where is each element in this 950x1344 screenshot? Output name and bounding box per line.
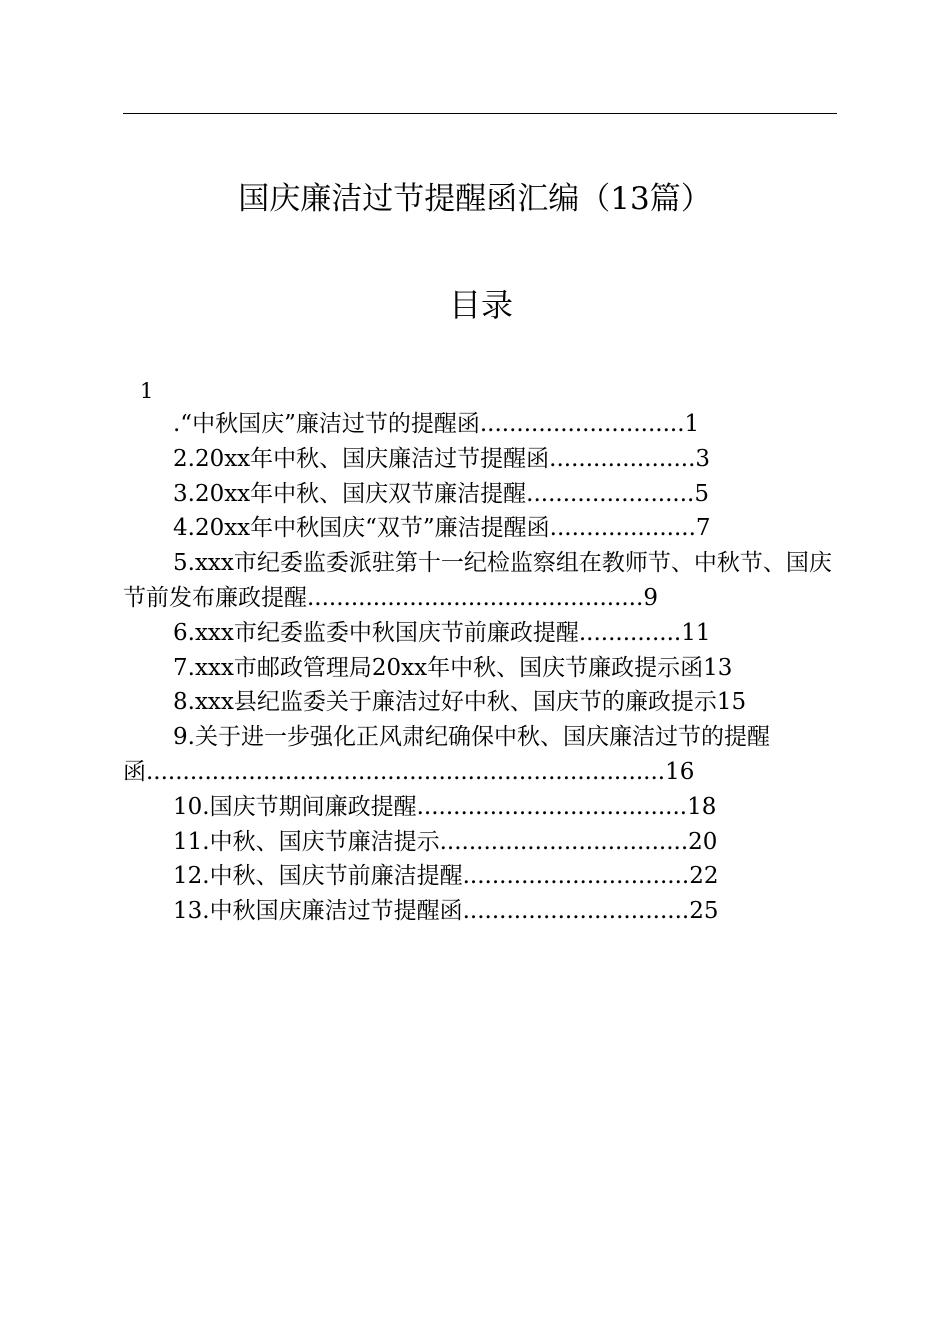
toc-entry-page: 7 <box>695 515 711 542</box>
toc-entry-leader: .............. <box>578 619 682 646</box>
toc-entry-page: 1 <box>684 411 700 437</box>
toc-entry-title: 4.20xx年中秋国庆“双节”廉洁提醒函 <box>173 515 550 542</box>
toc-entry-title: 11.中秋、国庆节廉洁提示 <box>173 828 440 855</box>
toc-entry-page: 25 <box>689 898 719 925</box>
toc-entry-title: 5.xxx市纪委监委派驻第十一纪检监察组在教师节、中秋节、国庆节前发布廉政提醒 <box>123 550 832 611</box>
toc-entry-page: 15 <box>716 689 747 716</box>
toc-entry[interactable] <box>123 859 863 894</box>
toc-entry-title: 13.中秋国庆廉洁过节提醒函 <box>173 898 463 925</box>
table-of-contents <box>123 407 863 929</box>
toc-entry[interactable] <box>123 477 863 512</box>
toc-entry-title: 3.20xx年中秋、国庆双节廉洁提醒 <box>173 480 527 507</box>
toc-entry-page: 20 <box>688 828 718 855</box>
toc-entry-title: 10.国庆节期间廉政提醒 <box>173 793 417 820</box>
toc-entry-leader: .............................................. <box>307 584 644 611</box>
toc-heading: 目录 <box>448 286 513 324</box>
toc-entry[interactable] <box>123 442 863 477</box>
toc-entry[interactable] <box>123 407 863 442</box>
toc-entry-title: 6.xxx市纪委监委中秋国庆节前廉政提醒 <box>173 619 579 646</box>
toc-entry-page: 22 <box>689 863 719 890</box>
toc-entry[interactable] <box>123 546 848 616</box>
toc-entry-leader: ............................ <box>479 411 685 437</box>
toc-entry-title: .“中秋国庆”廉洁过节的提醒函 <box>173 411 480 437</box>
toc-entry-page: 3 <box>695 445 711 472</box>
toc-entry[interactable] <box>123 511 863 546</box>
toc-entry-leader: .................... <box>549 515 696 542</box>
toc-entry-leader: .................... <box>549 445 696 472</box>
toc-entry-title: 9.关于进一步强化正风肃纪确保中秋、国庆廉洁过节的提醒函 <box>123 724 770 785</box>
document-title: 国庆廉洁过节提醒函汇编（13篇） <box>238 181 712 217</box>
toc-entry[interactable] <box>123 790 863 825</box>
toc-entry[interactable] <box>123 894 863 929</box>
toc-entry-leader: ..................................... <box>416 793 688 820</box>
header-rule <box>123 113 837 114</box>
toc-entry-title: 12.中秋、国庆节前廉洁提醒 <box>173 863 463 890</box>
toc-entry[interactable] <box>123 651 863 686</box>
toc-entry-leader: ....................................................................... <box>146 758 666 785</box>
toc-entry-page: 9 <box>643 584 658 611</box>
toc-entry-leader: ............................... <box>462 863 690 890</box>
toc-entry-title: 2.20xx年中秋、国庆廉洁过节提醒函 <box>173 445 550 472</box>
toc-entry[interactable] <box>123 685 863 720</box>
toc-entry-leader: ....................... <box>526 480 695 507</box>
toc-entry-page: 18 <box>687 793 717 820</box>
toc-entry-page: 5 <box>694 480 709 507</box>
toc-entry-title: 7.xxx市邮政管理局20xx年中秋、国庆节廉政提示函 <box>173 654 704 681</box>
toc-entry-title: 8.xxx县纪监委关于廉洁过好中秋、国庆节的廉政提示 <box>173 689 717 716</box>
toc-entry-page: 11 <box>681 619 711 646</box>
toc-entry-leader: ............................... <box>462 898 690 925</box>
toc-entry-leader: .................................. <box>439 828 689 855</box>
toc-entry[interactable] <box>123 825 863 860</box>
stray-number: 1 <box>140 379 154 403</box>
toc-entry-page: 16 <box>665 758 695 785</box>
toc-entry[interactable] <box>123 720 848 790</box>
toc-entry-page: 13 <box>703 654 733 681</box>
toc-entry[interactable] <box>123 616 863 651</box>
